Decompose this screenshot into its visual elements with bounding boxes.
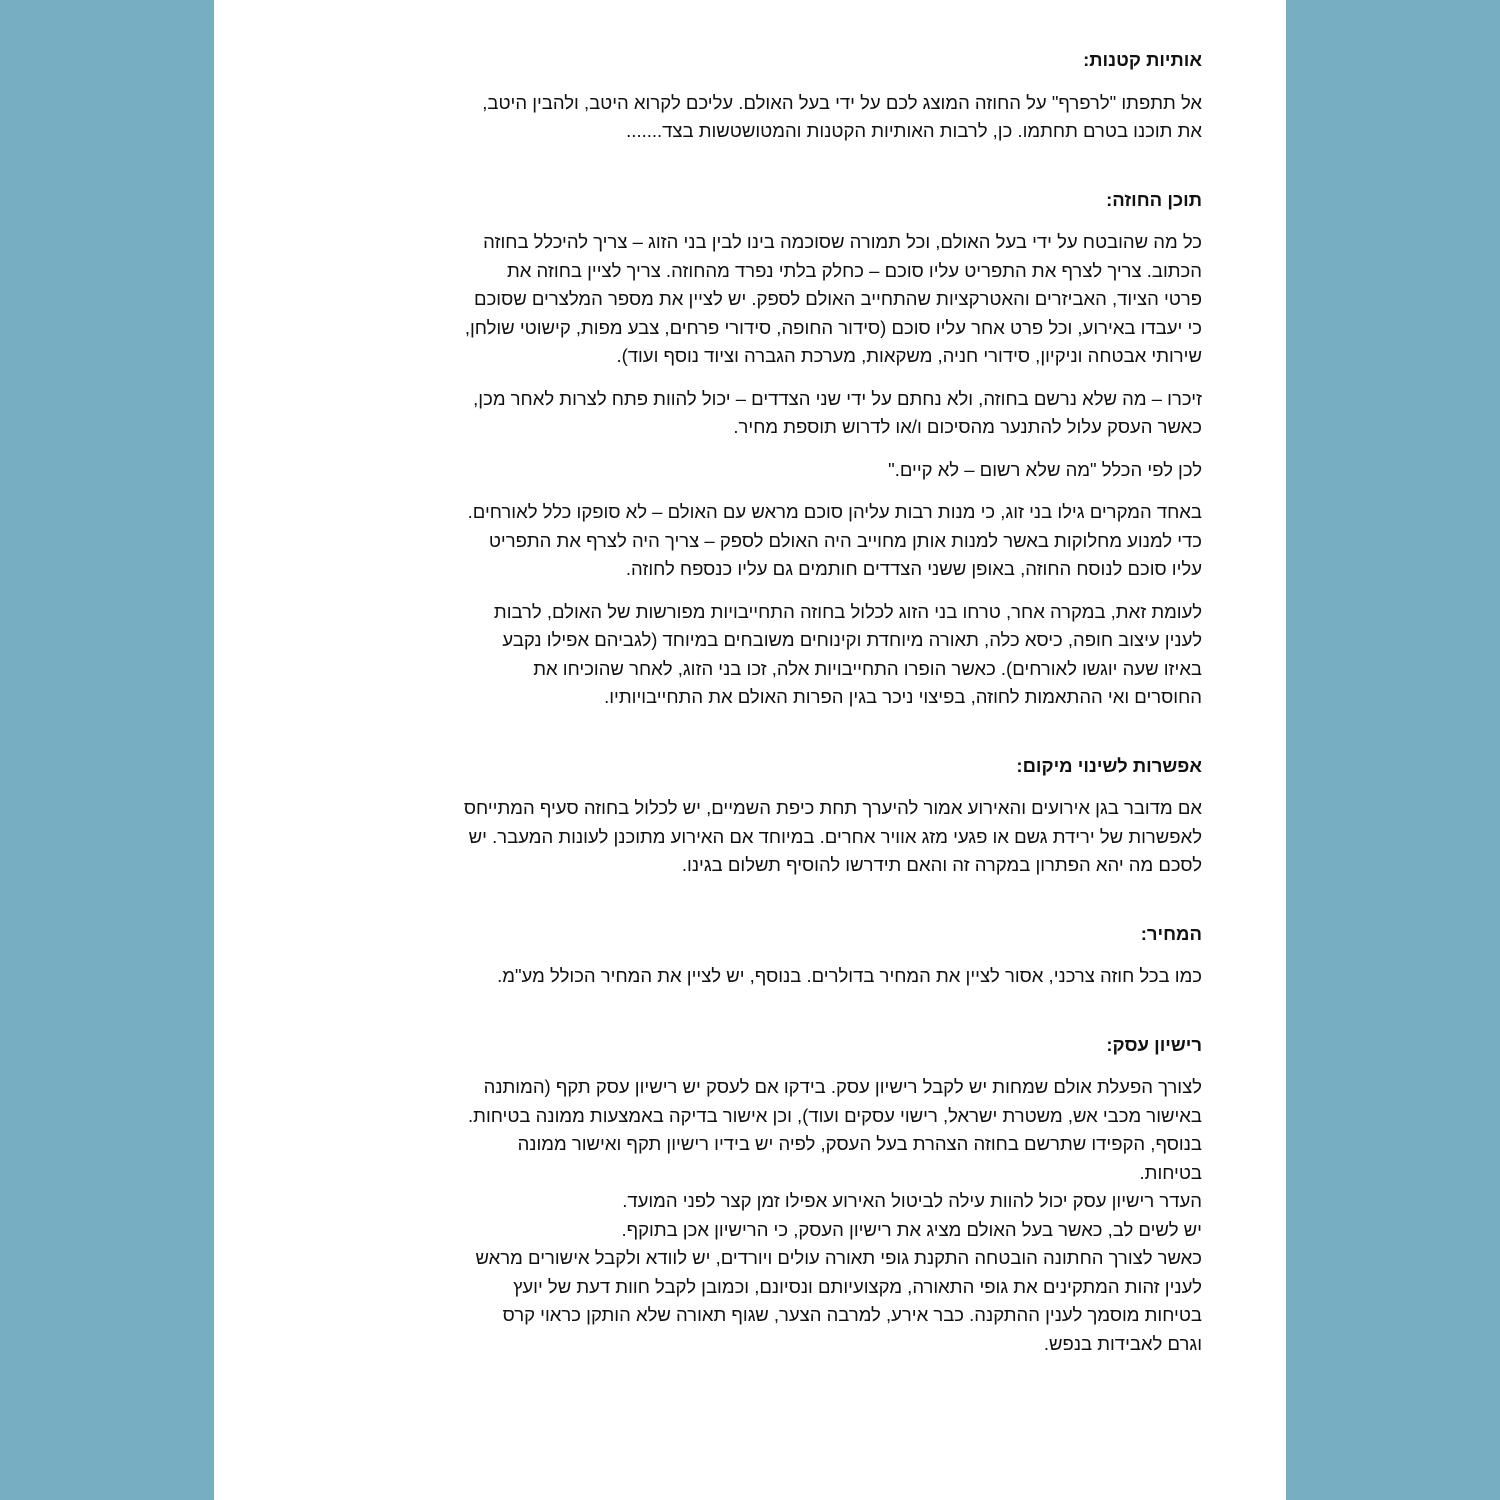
text-line: לענין זהות המתקינים את גופי התאורה, מקצועיותם ונסיונם, וכמובן לקבל חוות דעת של יועץ: [513, 1275, 1202, 1297]
text-line: לכן לפי הכלל "מה שלא רשום – לא קיים.": [888, 458, 1202, 480]
paragraph: [360, 385, 1202, 442]
text-line: יש לשים לב, כאשר בעל האולם מציג את רישיון העסק, כי הרישיון אכן בתוקף.: [621, 1218, 1202, 1240]
text-line: אל תתפתו "לרפרף" על החוזה המוצג לכם על ידי בעל האולם. עליכם לקרוא היטב, ולהבין היטב,: [482, 91, 1202, 113]
paragraph: [360, 962, 1202, 991]
text-line: בטיחות מוסמך לענין ההתקנה. כבר אירע, למרבה הצער, שגוף תאורה שלא הותקן כראוי קרס: [502, 1304, 1202, 1325]
text-line: לענין עיצוב חופה, כיסא כלה, תאורה מיוחדת וקינוחים משובחים במיוחד (לגביהם אפילו נקבע: [502, 629, 1202, 650]
paragraph: [360, 1073, 1202, 1358]
text-line: כאשר העסק עלול להתנער מהסיכום ו/או לדרוש תוספת מחיר.: [733, 416, 1202, 437]
text-line: לאפשרות של ירידת גשם או פגעי מזג אוויר אחרים. במיוחד אם האירוע מתוכנן לעונות המעבר. יש: [468, 825, 1202, 847]
section-contract-content: [360, 186, 1202, 712]
paragraph: [360, 228, 1202, 371]
text-line: באחד המקרים גילו בני זוג, כי מנות רבות עליהן סוכם מראש עם האולם – לא סופקו כלל לאורחים.: [467, 501, 1202, 522]
paragraph: [360, 498, 1202, 584]
text-line: לצורך הפעלת אולם שמחות יש לקבל רישיון עסק. בידקו אם לעסק יש רישיון עסק תקף (המותנה: [483, 1076, 1202, 1097]
document-content: [360, 46, 1202, 1372]
section-heading: רישיון עסק:: [1106, 1033, 1202, 1055]
text-line: כמו בכל חוזה צרכני, אסור לציין את המחיר בדולרים. בנוסף, יש לציין את המחיר הכולל מע"מ.: [497, 965, 1202, 986]
section-heading: אותיות קטנות:: [1083, 49, 1202, 70]
text-line: בטיחות.: [1139, 1161, 1202, 1183]
text-line: כאשר לצורך החתונה הובטחה התקנת גופי תאורה עולים ויורדים, יש לוודא ולקבל אישורים מראש: [475, 1247, 1202, 1268]
text-line: כל מה שהובטח על ידי בעל האולם, וכל תמורה שסוכמה בינו לבין בני הזוג – צריך להיכלל בחוזה: [483, 231, 1202, 252]
text-line: העדר רישיון עסק יכול להוות עילה לביטול האירוע אפילו זמן קצר לפני המועד.: [622, 1190, 1202, 1211]
text-line: החוסרים ואי ההתאמות לחוזה, בפיצוי ניכר בגין הפרות האולם את התחייבויותיו.: [604, 686, 1202, 707]
text-line: את תוכנו בטרם תחתמו. כן, לרבות האותיות הקטנות והמטושטשות בצד.......: [626, 120, 1202, 141]
paragraph: [360, 598, 1202, 712]
section-business-license: [360, 1031, 1202, 1359]
text-line: פרטי הציוד, האביזרים והאטרקציות שהתחייב האולם לספק. יש לציין את מספר המלצרים שסוכם: [474, 288, 1202, 309]
text-line: לסכם מה יהא הפתרון במקרה זה והאם תידרשו להוסיף תשלום בגינו.: [681, 854, 1202, 875]
text-line: שירותי אבטחה וניקיון, סידורי חניה, משקאות, מערכת הגברה וציוד נוסף ועוד).: [616, 345, 1202, 366]
section-location-change: [360, 752, 1202, 880]
text-line: כי יעבדו באירוע, וכל פרט אחר עליו סוכם (סידור החופה, סידורי פרחים, צבע מפות, קישוטי שולחן,: [464, 316, 1202, 338]
text-line: באישור מכבי אש, משטרת ישראל, רישוי עסקים ועוד), וכן אישור בדיקה באמצעות ממונה בטיחות.: [468, 1104, 1202, 1126]
text-line: הכתוב. צריך לצרף את התפריט עליו סוכם – כחלק בלתי נפרד מהחוזה. צריך לציין בחוזה את: [507, 259, 1202, 281]
paragraph: [360, 89, 1202, 146]
paragraph: [360, 456, 1202, 485]
text-line: בנוסף, הקפידו שתרשם בחוזה הצהרת בעל העסק, לפיה יש בידיו רישיון תקף ואישור ממונה: [517, 1133, 1202, 1154]
section-heading: אפשרות לשינוי מיקום:: [1016, 754, 1202, 776]
text-line: באיזו שעה יוגשו לאורחים). כאשר הופרו התחייבויות אלה, זכו בני הזוג, לאחר שהוכיחו את: [533, 657, 1202, 679]
text-line: זיכרו – מה שלא נרשם בחוזה, ולא נחתם על ידי שני הצדדים – יכול להוות פתח לצרות לאחר מכן,: [473, 387, 1202, 409]
section-heading: תוכן החוזה:: [1106, 188, 1202, 210]
section-small-print: [360, 46, 1202, 146]
paragraph: [360, 794, 1202, 880]
text-line: וגרם לאבידות בנפש.: [1043, 1332, 1202, 1354]
text-line: כדי למנוע מחלוקות באשר למנות אותן מחוייב היה האולם לספק – צריך היה לצרף את התפריט: [488, 529, 1202, 551]
text-line: עליו סוכם לנוסח החוזה, באופן ששני הצדדים חותמים גם עליו כנספח לחוזה.: [625, 558, 1202, 579]
text-line: אם מדובר בגן אירועים והאירוע אמור להיערך תחת כיפת השמיים, יש לכלול בחוזה סעיף המתייחס: [463, 797, 1202, 818]
document-page: [214, 0, 1286, 1500]
section-price: [360, 920, 1202, 991]
section-heading: המחיר:: [1140, 922, 1202, 944]
text-line: לעומת זאת, במקרה אחר, טרחו בני הזוג לכלול בחוזה התחייבויות מפורשות של האולם, לרבות: [493, 600, 1202, 622]
